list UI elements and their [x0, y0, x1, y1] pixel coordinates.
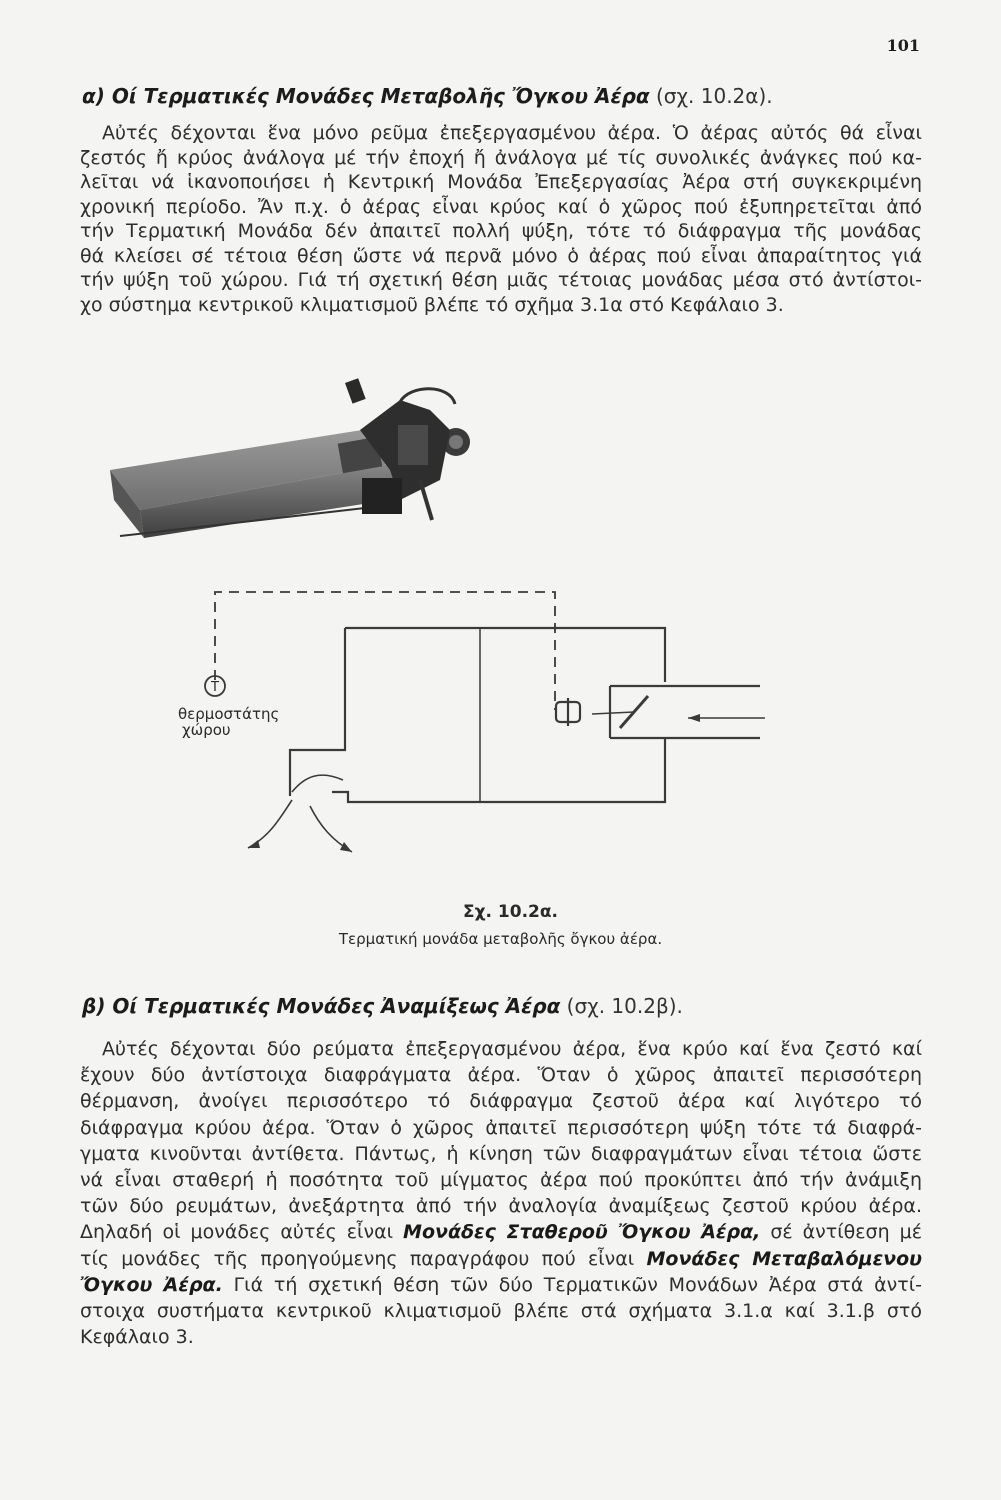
- paragraph-line: θέρμανση, ἀνοίγει περισσότερο τό διάφραγμα ζεστοῦ ἀέρα καί λιγότερο τό: [80, 1090, 922, 1113]
- section-a-heading-title: α) Οί Τερματικές Μονάδες Μεταβολῆς Ὄγκου Ἀέρα: [82, 84, 650, 108]
- paragraph-line: θά κλείσει σέ τέτοια θέση ὥστε νά περνᾶ μόνο ὁ ἀέρας πού εἶναι ἀπαραίτητος γιά: [80, 244, 922, 267]
- section-b-heading: [82, 994, 683, 1018]
- paragraph-line: λεῖται νά ἱκανοποιήσει ἡ Κεντρική Μονάδα Ἐπεξεργασίας Ἀέρα στή συγκεκριμένη: [80, 171, 922, 193]
- paragraph-line: διάφραγμα κρύου ἀέρα. Ὅταν ὁ χῶρος ἀπαιτεῖ περισσότερη ψύξη τότε τά διαφρά-: [80, 1116, 922, 1139]
- section-a-heading: [82, 84, 773, 108]
- paragraph-line: τῶν δύο ρευμάτων, ἀνεξάρτητα ἀπό τήν ἀναλογία ἀναμίξεως ζεστοῦ κρύου ἀέρα.: [80, 1195, 922, 1218]
- paragraph-line: ζεστός ἤ κρύος ἀνάλογα μέ τήν ἐποχή ἤ ἀνάλογα μέ τίς συνολικές ἀνάγκες πού κα-: [80, 146, 922, 169]
- paragraph-line: νά εἶναι σταθερή ἡ ποσότητα τοῦ μίγματος ἀέρα πού προκύπτει ἀπό τήν ἀνάμιξη: [80, 1169, 922, 1192]
- paragraph-line: χο σύστημα κεντρικοῦ κλιματισμοῦ βλέπε τό σχῆμα 3.1α στό Κεφάλαιο 3.: [80, 293, 784, 316]
- bold-term: Μονάδες Μεταβαλόμενου: [646, 1247, 922, 1270]
- figure-caption-number: Σχ. 10.2α.: [462, 902, 559, 922]
- paragraph-line: τήν Τερματική Μονάδα δέν ἀπαιτεῖ πολλή ψύξη, τότε τό διάφραγμα τῆς μονάδας: [80, 220, 922, 242]
- thermostat-symbol: T: [211, 680, 219, 695]
- paragraph-line: στοιχα συστήματα κεντρικοῦ κλιματισμοῦ βλέπε στά σχήματα 3.1.α καί 3.1.β στό: [80, 1300, 922, 1323]
- paragraph-line: Κεφάλαιο 3.: [80, 1326, 194, 1349]
- paragraph-line: Δηλαδή οἱ μονάδες αὐτές εἶναι Μονάδες Σταθεροῦ Ὄγκου Ἀέρα, σέ ἀντίθεση μέ: [80, 1221, 922, 1244]
- section-b-heading-title: β) Οί Τερματικές Μονάδες Ἀναμίξεως Ἀέρα: [82, 994, 561, 1018]
- figure-caption-text: Τερματική μονάδα μεταβολῆς ὄγκου ἀέρα.: [338, 930, 663, 948]
- section-b-paragraph: [80, 1036, 922, 1350]
- paragraph-line: χρονική περίοδο. Ἄν π.χ. ὁ ἀέρας εἶναι κρύος καί ὁ χῶρος πού ἐξυπηρετεῖται ἀπό: [80, 195, 922, 218]
- terminal-unit-photo: [100, 370, 490, 550]
- paragraph-line: ἔχουν δύο ἀντίστοιχα διαφράγματα ἀέρα. Ὅταν ὁ χῶρος ἀπαιτεῖ περισσότερη: [80, 1064, 922, 1087]
- section-a-heading-ref: (σχ. 10.2α).: [656, 84, 773, 108]
- paragraph-line: τίς μονάδες τῆς προηγούμενης παραγράφου πού εἶναι Μονάδες Μεταβαλόμενου: [80, 1247, 922, 1270]
- section-a-paragraph: [80, 121, 922, 317]
- bold-term: Μονάδες Σταθεροῦ Ὄγκου Ἀέρα,: [403, 1221, 761, 1244]
- paragraph-line: Ὄγκου Ἀέρα. Γιά τή σχετική θέση τῶν δύο Τερματικῶν Μονάδων Ἀέρα στά ἀντί-: [80, 1273, 923, 1296]
- section-b-heading-ref: (σχ. 10.2β).: [566, 994, 683, 1018]
- thermostat-label-line1: θερμοστάτης: [178, 705, 280, 723]
- thermostat-label-line2: χώρου: [182, 721, 231, 739]
- paragraph-line: τήν ψύξη τοῦ χώρου. Γιά τή σχετική θέση μιᾶς τέτοιας μονάδας μέσα στό ἀντίστοι-: [80, 269, 922, 291]
- paragraph-line: γματα κινοῦνται ἀντίθετα. Πάντως, ἡ κίνηση τῶν διαφραγμάτων εἶναι τέτοια ὥστε: [80, 1142, 922, 1165]
- bold-term: Ὄγκου Ἀέρα.: [80, 1273, 223, 1296]
- page-number: 101: [886, 36, 920, 55]
- paragraph-line: Αὐτές δέχονται δύο ρεύματα ἐπεξεργασμένου ἀέρα, ἕνα κρύο καί ἕνα ζεστό καί: [102, 1038, 922, 1060]
- paragraph-line: Αὐτές δέχονται ἕνα μόνο ρεῦμα ἐπεξεργασμένου ἀέρα. Ὁ ἀέρας αὐτός θά εἶναι: [102, 122, 922, 144]
